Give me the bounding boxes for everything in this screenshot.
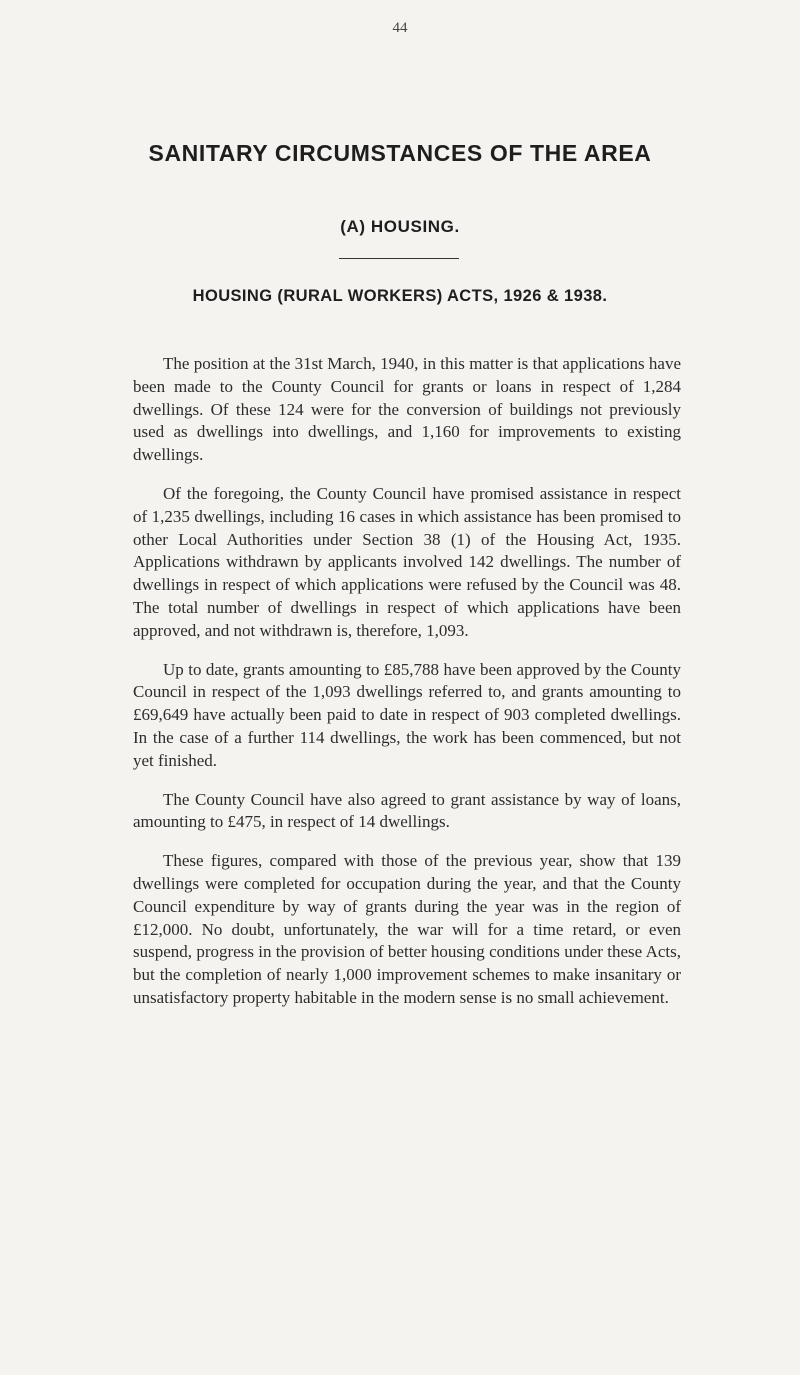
paragraph-grants: Up to date, grants amounting to £85,788 have been approved by the County Council in respect of the 1,093 dwellings referred to, and grants amounting to £69,649 have actually been paid to date in respect of 903 completed dwellings. In the case of a further 114 dwellings, the work has been commenced, but not yet finished. [133, 659, 681, 770]
section-heading: (A) HOUSING. [340, 217, 460, 236]
page-number: 44 [392, 20, 408, 36]
main-heading: SANITARY CIRCUMSTANCES OF THE AREA [148, 140, 652, 166]
act-heading: HOUSING (RURAL WORKERS) ACTS, 1926 & 1938. [192, 287, 608, 305]
paragraph-comparison: These figures, compared with those of the previous year, show that 139 dwellings were completed for occupation during the year, and that the County Council expenditure by way of grants during the year was in the region of £12,000. No doubt, unfortunately, the war will for a time retard, or even suspend, progress in the provision of better housing conditions under these Acts, but the completion of nearly 1,000 improvement schemes to make insanitary or unsatisfactory property habitable in the modern sense is no small achievement. [133, 851, 681, 1007]
paragraph-position: The position at the 31st March, 1940, in this matter is that applications have been made to the County Council for grants or loans in respect of 1,284 dwellings. Of these 124 were for the conversion of buildings not previously used as dwellings into dwellings, and 1,160 for improvements to existing dwellings. [133, 354, 681, 465]
heading-divider [339, 258, 459, 259]
paragraph-loans: The County Council have also agreed to grant assistance by way of loans, amounting to £475, in respect of 14 dwellings. [133, 789, 681, 832]
body-text [133, 353, 681, 1026]
paragraph-assistance: Of the foregoing, the County Council have promised assistance in respect of 1,235 dwellings, including 16 cases in which assistance has been promised to other Local Authorities under Section 38 (1) of the Housing Act, 1935. Applications withdrawn by applicants involved 142 dwellings. The number of dwellings in respect of which applications were refused by the Council was 48. The total number of dwellings in respect of which applications have been approved, and not withdrawn is, therefore, 1,093. [133, 483, 681, 640]
